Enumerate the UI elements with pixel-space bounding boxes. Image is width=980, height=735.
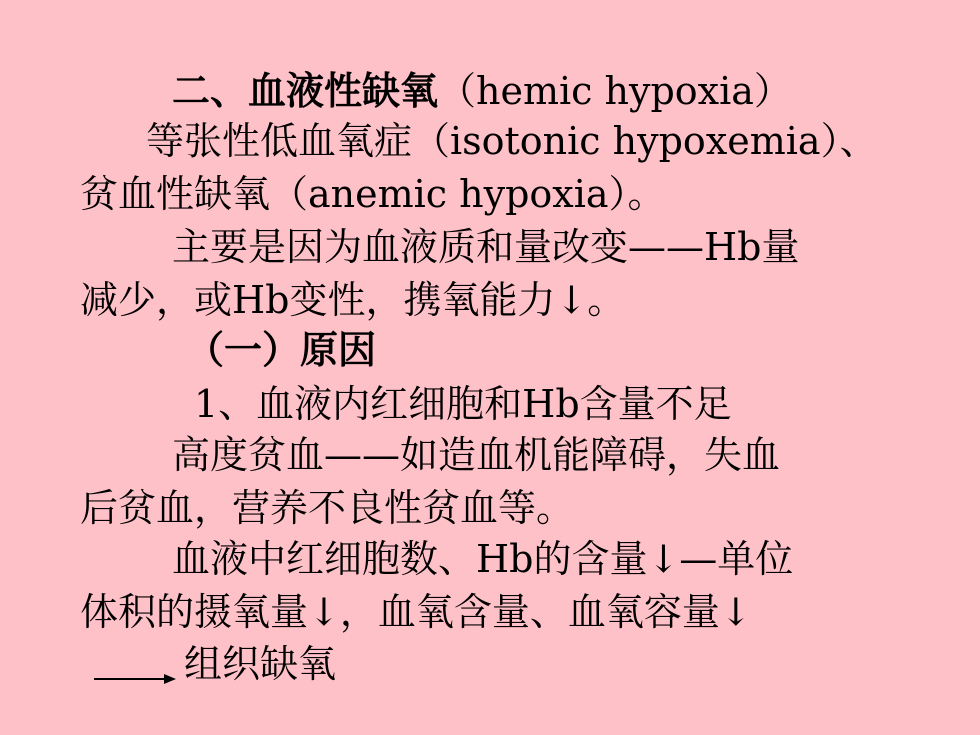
text-line-9: 血液中红细胞数、Hb的含量↓—单位 bbox=[172, 537, 794, 581]
arrow-icon bbox=[92, 669, 182, 689]
text-line-10: 体积的摄氧量↓，血氧含量、血氧容量↓ bbox=[80, 590, 752, 634]
title-english: （hemic hypoxia） bbox=[438, 69, 792, 113]
slide-title bbox=[172, 68, 792, 114]
text-line-1: 等张性低血氧症（isotonic hypoxemia）、 bbox=[146, 119, 878, 163]
text-line-8: 后贫血，营养不良性贫血等。 bbox=[80, 486, 575, 530]
text-line-last: 组织缺氧 bbox=[184, 642, 337, 686]
text-line-2: 贫血性缺氧（anemic hypoxia）。 bbox=[80, 172, 666, 216]
section-heading: （一）原因 bbox=[186, 327, 377, 372]
text-line-4: 减少，或Hb变性，携氧能力↓。 bbox=[80, 278, 626, 322]
text-line-6: 1、血液内红细胞和Hb含量不足 bbox=[194, 382, 732, 426]
title-bold: 二、血液性缺氧 bbox=[172, 68, 439, 113]
text-line-7: 高度贫血——如造血机能障碍，失血 bbox=[172, 433, 781, 477]
text-line-3: 主要是因为血液质和量改变——Hb量 bbox=[172, 225, 800, 269]
